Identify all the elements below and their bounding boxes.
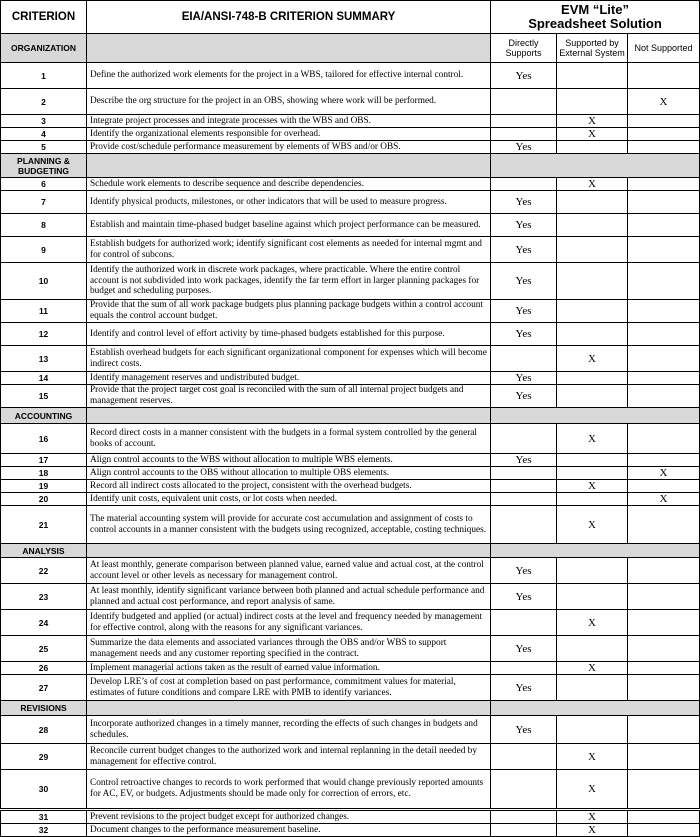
criterion-description: Identify physical products, milestones, or other indicators that will be used to measure progress. <box>87 191 491 214</box>
external-system-cell: X <box>557 610 628 636</box>
criterion-description: Implement managerial actions taken as the result of earned value information. <box>87 662 491 675</box>
section-name: ACCOUNTING <box>1 408 87 424</box>
criterion-number: 27 <box>1 675 87 701</box>
external-system-cell <box>557 467 628 480</box>
not-supported-cell <box>628 584 700 610</box>
external-system-cell <box>557 300 628 323</box>
criterion-number: 3 <box>1 115 87 128</box>
criterion-row <box>1 214 700 237</box>
criterion-number: 11 <box>1 300 87 323</box>
directly-supports-cell: Yes <box>491 716 557 744</box>
criterion-description: Provide that the project target cost goal is reconciled with the sum of all internal project budgets and management reserves. <box>87 385 491 408</box>
criterion-row <box>1 141 700 154</box>
criterion-number: 16 <box>1 424 87 454</box>
criterion-description: Reconcile current budget changes to the authorized work and internal replanning in the detail needed by management for effective control. <box>87 744 491 770</box>
not-supported-cell <box>628 675 700 701</box>
not-supported-cell <box>628 115 700 128</box>
directly-supports-cell: Yes <box>491 214 557 237</box>
not-supported-cell <box>628 263 700 300</box>
directly-supports-cell <box>491 467 557 480</box>
not-supported-cell <box>628 454 700 467</box>
not-supported-cell <box>628 128 700 141</box>
directly-supports-cell: Yes <box>491 237 557 263</box>
criterion-row <box>1 506 700 544</box>
section-fill <box>87 544 491 558</box>
criterion-number: 18 <box>1 467 87 480</box>
external-system-cell: X <box>557 115 628 128</box>
criterion-number: 7 <box>1 191 87 214</box>
criterion-row <box>1 675 700 701</box>
external-system-cell <box>557 323 628 346</box>
external-system-cell: X <box>557 810 628 824</box>
not-supported-cell <box>628 372 700 385</box>
directly-supports-cell: Yes <box>491 63 557 89</box>
section-name: PLANNING & BUDGETING <box>1 154 87 178</box>
not-supported-cell: X <box>628 89 700 115</box>
criterion-number: 31 <box>1 810 87 824</box>
criterion-description: Prevent revisions to the project budget except for authorized changes. <box>87 810 491 824</box>
criterion-number: 4 <box>1 128 87 141</box>
directly-supports-cell: Yes <box>491 558 557 584</box>
directly-supports-cell <box>491 178 557 191</box>
criterion-row <box>1 372 700 385</box>
criterion-row <box>1 191 700 214</box>
section-name: ORGANIZATION <box>1 34 87 63</box>
criterion-number: 6 <box>1 178 87 191</box>
section-row <box>1 34 700 63</box>
criterion-description: Record all indirect costs allocated to the project, consistent with the overhead budgets. <box>87 480 491 493</box>
header-row <box>1 1 700 34</box>
section-row <box>1 544 700 558</box>
criterion-row <box>1 744 700 770</box>
criterion-description: Identify budgeted and applied (or actual) indirect costs at the level and frequency needed by management for effective control, along with the reasons for any significant variances. <box>87 610 491 636</box>
not-supported-cell <box>628 300 700 323</box>
directly-supports-cell <box>491 128 557 141</box>
section-fill <box>491 544 700 558</box>
criterion-row <box>1 584 700 610</box>
external-system-cell: X <box>557 424 628 454</box>
criterion-row <box>1 237 700 263</box>
criterion-description: Provide cost/schedule performance measurement by elements of WBS and/or OBS. <box>87 141 491 154</box>
directly-supports-cell <box>491 506 557 544</box>
criterion-number: 15 <box>1 385 87 408</box>
criterion-header: CRITERION <box>1 1 87 34</box>
criterion-number: 25 <box>1 636 87 662</box>
criterion-number: 23 <box>1 584 87 610</box>
criterion-row <box>1 662 700 675</box>
section-row <box>1 154 700 178</box>
criterion-row <box>1 346 700 372</box>
criterion-description: Identify the authorized work in discrete work packages, where practicable. Where the entire control account is not subdivided into work packages, identify the far term effort in larger planning packages for budget and scheduling purposes. <box>87 263 491 300</box>
evm-title-line2: Spreadsheet Solution <box>528 16 662 31</box>
summary-header: EIA/ANSI-748-B CRITERION SUMMARY <box>87 1 491 34</box>
criterion-number: 22 <box>1 558 87 584</box>
criterion-row <box>1 480 700 493</box>
criterion-number: 2 <box>1 89 87 115</box>
external-system-cell <box>557 263 628 300</box>
criterion-description: Control retroactive changes to records to work performed that would change previously reported amounts for AC, EV, or budgets. Adjustments should be made only for correction of errors, etc. <box>87 770 491 810</box>
criterion-number: 8 <box>1 214 87 237</box>
evm-lite-header <box>491 1 700 34</box>
criterion-description: Identify and control level of effort activity by time-phased budgets established for this purpose. <box>87 323 491 346</box>
directly-supports-cell: Yes <box>491 372 557 385</box>
directly-supports-cell: Yes <box>491 385 557 408</box>
directly-supports-cell <box>491 770 557 810</box>
not-supported-cell <box>628 214 700 237</box>
external-system-cell <box>557 584 628 610</box>
criterion-description: Establish budgets for authorized work; identify significant cost elements as needed for internal mgmt and for control of subcons. <box>87 237 491 263</box>
external-system-cell <box>557 191 628 214</box>
directly-supports-cell: Yes <box>491 584 557 610</box>
criterion-description: Document changes to the performance measurement baseline. <box>87 824 491 837</box>
directly-supports-cell <box>491 610 557 636</box>
not-supported-cell <box>628 424 700 454</box>
criterion-row <box>1 716 700 744</box>
external-system-cell: X <box>557 346 628 372</box>
evm-title-line1: EVM “Lite” <box>561 2 629 17</box>
criterion-row <box>1 300 700 323</box>
not-supported-cell <box>628 744 700 770</box>
criterion-number: 14 <box>1 372 87 385</box>
criterion-description: Establish and maintain time-phased budget baseline against which project performance can be measured. <box>87 214 491 237</box>
not-supported-cell <box>628 610 700 636</box>
criterion-row <box>1 385 700 408</box>
criterion-number: 30 <box>1 770 87 810</box>
directly-supports-cell <box>491 424 557 454</box>
not-supported-cell <box>628 178 700 191</box>
criterion-row <box>1 323 700 346</box>
external-system-cell <box>557 372 628 385</box>
external-system-cell: X <box>557 662 628 675</box>
not-supported-header: Not Supported <box>628 34 700 63</box>
not-supported-cell <box>628 237 700 263</box>
external-system-cell: X <box>557 770 628 810</box>
section-name: REVISIONS <box>1 701 87 716</box>
section-row <box>1 408 700 424</box>
criterion-description: Integrate project processes and integrate processes with the WBS and OBS. <box>87 115 491 128</box>
criterion-description: Provide that the sum of all work package budgets plus planning package budgets within a control account equals the control account budget. <box>87 300 491 323</box>
criterion-number: 28 <box>1 716 87 744</box>
directly-supports-cell <box>491 493 557 506</box>
not-supported-cell <box>628 323 700 346</box>
criterion-row <box>1 263 700 300</box>
external-system-cell: X <box>557 506 628 544</box>
external-system-cell <box>557 716 628 744</box>
criterion-description: Schedule work elements to describe sequence and describe dependencies. <box>87 178 491 191</box>
criterion-description: Describe the org structure for the project in an OBS, showing where work will be performed. <box>87 89 491 115</box>
criterion-description: Identify unit costs, equivalent unit costs, or lot costs when needed. <box>87 493 491 506</box>
criterion-row <box>1 824 700 837</box>
not-supported-cell <box>628 346 700 372</box>
criterion-description: Incorporate authorized changes in a timely manner, recording the effects of such changes in budgets and schedules. <box>87 716 491 744</box>
section-fill <box>87 34 491 63</box>
directly-supports-cell <box>491 480 557 493</box>
directly-supports-cell <box>491 662 557 675</box>
criterion-description: At least monthly, identify significant variance between both planned and actual schedule performance and planned and actual cost performance, and report analysis of same. <box>87 584 491 610</box>
criterion-row <box>1 63 700 89</box>
not-supported-cell: X <box>628 493 700 506</box>
criterion-row <box>1 424 700 454</box>
criterion-row <box>1 636 700 662</box>
not-supported-cell <box>628 141 700 154</box>
criterion-row <box>1 610 700 636</box>
directly-supports-cell: Yes <box>491 300 557 323</box>
directly-supports-cell: Yes <box>491 191 557 214</box>
not-supported-cell <box>628 480 700 493</box>
directly-supports-cell <box>491 744 557 770</box>
directly-supports-cell: Yes <box>491 263 557 300</box>
external-system-cell: X <box>557 824 628 837</box>
criterion-description: Record direct costs in a manner consistent with the budgets in a formal system controlled by the general books of account. <box>87 424 491 454</box>
criterion-description: Summarize the data elements and associated variances through the OBS and/or WBS to support management needs and any customer reporting specified in the contract. <box>87 636 491 662</box>
criterion-row <box>1 128 700 141</box>
criterion-row <box>1 558 700 584</box>
directly-supports-cell: Yes <box>491 675 557 701</box>
not-supported-cell <box>628 824 700 837</box>
section-name: ANALYSIS <box>1 544 87 558</box>
directly-supports-cell <box>491 810 557 824</box>
section-fill <box>491 154 700 178</box>
criterion-description: Identify management reserves and undistributed budget. <box>87 372 491 385</box>
criterion-row <box>1 810 700 824</box>
directly-supports-cell: Yes <box>491 454 557 467</box>
section-fill <box>87 154 491 178</box>
directly-supports-cell <box>491 824 557 837</box>
directly-supports-cell: Yes <box>491 636 557 662</box>
external-system-cell <box>557 214 628 237</box>
criterion-number: 29 <box>1 744 87 770</box>
criterion-row <box>1 89 700 115</box>
external-system-cell <box>557 493 628 506</box>
section-fill <box>491 701 700 716</box>
criterion-number: 17 <box>1 454 87 467</box>
criterion-number: 32 <box>1 824 87 837</box>
directly-supports-cell <box>491 89 557 115</box>
not-supported-cell <box>628 770 700 810</box>
criterion-number: 20 <box>1 493 87 506</box>
criterion-row <box>1 454 700 467</box>
not-supported-cell <box>628 636 700 662</box>
section-fill <box>87 408 491 424</box>
criterion-description: At least monthly, generate comparison between planned value, earned value and actual cost, at the control account level or other levels as necessary for management control. <box>87 558 491 584</box>
criterion-description: Establish overhead budgets for each significant organizational component for expenses which will become indirect costs. <box>87 346 491 372</box>
not-supported-cell <box>628 385 700 408</box>
not-supported-cell <box>628 558 700 584</box>
not-supported-cell: X <box>628 467 700 480</box>
criterion-description: The material accounting system will provide for accurate cost accumulation and assignment of costs to control accounts in a manner consistent with the budgets using recognized, acceptable, costing techniques. <box>87 506 491 544</box>
criterion-row <box>1 493 700 506</box>
not-supported-cell <box>628 662 700 675</box>
criterion-description: Align control accounts to the OBS without allocation to multiple OBS elements. <box>87 467 491 480</box>
external-system-cell <box>557 141 628 154</box>
section-row <box>1 701 700 716</box>
criterion-number: 13 <box>1 346 87 372</box>
directly-supports-cell: Yes <box>491 323 557 346</box>
criterion-number: 1 <box>1 63 87 89</box>
criterion-description: Develop LRE’s of cost at completion based on past performance, commitment values for material, estimates of future conditions and compare LRE with PMB to identify variances. <box>87 675 491 701</box>
criterion-number: 24 <box>1 610 87 636</box>
criterion-description: Identify the organizational elements responsible for overhead. <box>87 128 491 141</box>
criterion-number: 5 <box>1 141 87 154</box>
criterion-number: 12 <box>1 323 87 346</box>
section-fill <box>87 701 491 716</box>
not-supported-cell <box>628 810 700 824</box>
criterion-row <box>1 115 700 128</box>
external-system-cell: X <box>557 178 628 191</box>
not-supported-cell <box>628 716 700 744</box>
external-system-cell: X <box>557 480 628 493</box>
criterion-row <box>1 770 700 810</box>
external-system-cell <box>557 675 628 701</box>
section-fill <box>491 408 700 424</box>
criterion-row <box>1 467 700 480</box>
not-supported-cell <box>628 63 700 89</box>
criterion-description: Align control accounts to the WBS without allocation to multiple WBS elements. <box>87 454 491 467</box>
external-system-cell <box>557 385 628 408</box>
external-system-cell <box>557 454 628 467</box>
external-system-cell <box>557 237 628 263</box>
criterion-number: 26 <box>1 662 87 675</box>
criterion-number: 19 <box>1 480 87 493</box>
criterion-row <box>1 178 700 191</box>
criterion-number: 9 <box>1 237 87 263</box>
criterion-description: Define the authorized work elements for the project in a WBS, tailored for effective internal control. <box>87 63 491 89</box>
external-system-cell <box>557 63 628 89</box>
directly-supports-header: Directly Supports <box>491 34 557 63</box>
external-system-cell <box>557 636 628 662</box>
external-system-header: Supported by External System <box>557 34 628 63</box>
directly-supports-cell: Yes <box>491 141 557 154</box>
external-system-cell <box>557 89 628 115</box>
not-supported-cell <box>628 506 700 544</box>
directly-supports-cell <box>491 346 557 372</box>
not-supported-cell <box>628 191 700 214</box>
external-system-cell: X <box>557 128 628 141</box>
directly-supports-cell <box>491 115 557 128</box>
criterion-number: 21 <box>1 506 87 544</box>
external-system-cell <box>557 558 628 584</box>
external-system-cell: X <box>557 744 628 770</box>
criterion-number: 10 <box>1 263 87 300</box>
